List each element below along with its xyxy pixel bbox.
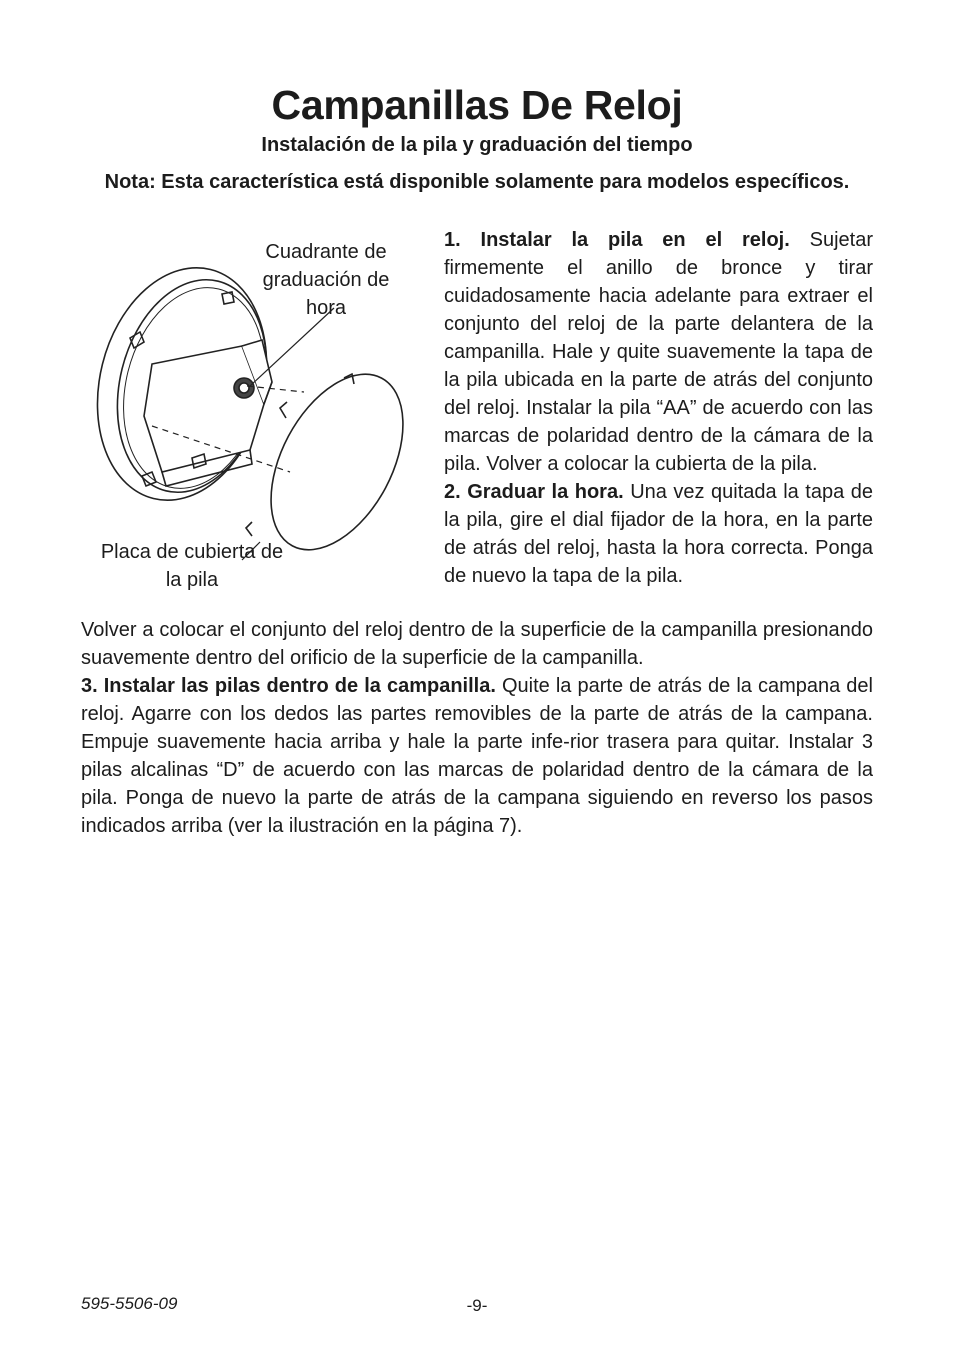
- availability-note: Nota: Esta característica está disponible solamente para modelos específicos.: [104, 171, 850, 193]
- step-2-body: Una vez quitada la tapa de la pila, gire el dial fijador de la hora, en la parte de atrás del reloj, hasta la hora correcta. Ponga de nuevo la tapa de la pila.: [444, 481, 873, 587]
- step-3: [81, 672, 873, 840]
- step-1-body: Sujetar firmemente el anillo de bronce y tirar cuidadosamente hacia adelante para extraer el conjunto del reloj de la parte delantera de la campanilla. Hale y quite suavemente la tapa de la pila ubicada en la parte de atrás del conjunto del reloj. Instalar la pila “AA” de acuerdo con las marcas de polaridad dentro de la cámara de la pila. Volver a colocar la cubierta de la pila.: [444, 229, 874, 475]
- step-3-body: Quite la parte de atrás de la campana del reloj. Agarre con los dedos las partes removibles de la parte de atrás de la campana. Empuje suavemente hacia arriba y hale la parte infe-rior trasera para quitar. Instalar 3 pilas alcalinas “D” de acuerdo con las marcas de polaridad dentro de la cámara de la pila. Ponga de nuevo la parte de atrás de la campana siguiendo en reverso los pasos indicados arriba (ver la ilustración en la página 7).: [81, 675, 873, 837]
- step-1-heading: 1. Instalar la pila en el reloj.: [444, 229, 790, 251]
- steps-column: [444, 226, 873, 590]
- document-code: 595-5506-09: [81, 1294, 178, 1313]
- page-title: Campanillas De Reloj: [271, 82, 683, 128]
- cover-plate-label: Placa de cubierta de la pila: [100, 541, 284, 591]
- step-3-heading: 3. Instalar las pilas dentro de la campanilla.: [81, 675, 496, 697]
- step-2: [444, 478, 873, 590]
- dial-label: Cuadrante de graduación de hora: [262, 241, 390, 319]
- clock-movement-box: [144, 346, 264, 472]
- page-number: -9-: [466, 1296, 488, 1315]
- main-text-block: [81, 616, 873, 840]
- step-1: [444, 226, 873, 478]
- reinsert-paragraph: Volver a colocar el conjunto del reloj dentro de la superficie de la campanilla presionando suavemente dentro del orificio de la superficie de la campanilla.: [81, 619, 873, 669]
- section-subtitle: Instalación de la pila y graduación del tiempo: [261, 134, 693, 156]
- step-2-heading: 2. Graduar la hora.: [444, 481, 624, 503]
